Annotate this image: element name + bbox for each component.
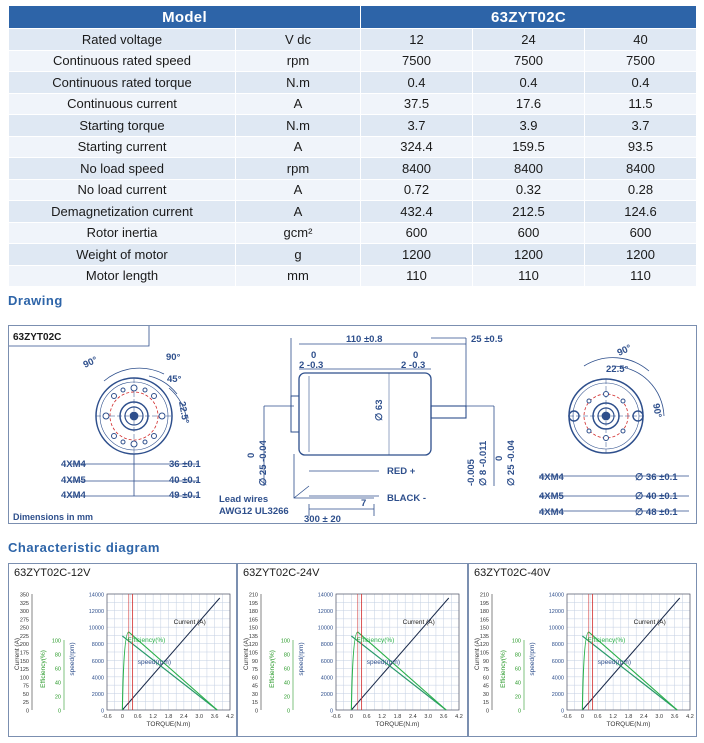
side-tol2b: 2 -0.3: [401, 360, 426, 371]
current-tick: 150: [479, 625, 489, 632]
current-tick: 105: [479, 650, 489, 657]
spec-name: Motor length: [9, 265, 236, 287]
right-hole-2: 4XM5: [539, 491, 564, 502]
spec-value: 324.4: [361, 136, 473, 158]
chart-40v: [469, 564, 698, 738]
current-tick: 210: [479, 592, 489, 599]
current-tick: 180: [248, 609, 258, 616]
current-tick: 165: [479, 617, 489, 624]
speed-tick: 8000: [320, 642, 333, 649]
current-tick: 180: [479, 609, 489, 616]
spec-unit: rpm: [236, 158, 361, 180]
spec-value: 0.72: [361, 179, 473, 201]
side-len-total: 110 ±0.8: [346, 334, 383, 345]
current-tick: 0: [254, 708, 258, 715]
x-tick: 2.4: [180, 714, 188, 720]
spec-value: 0.4: [585, 72, 697, 94]
efficiency-axis-label: Efficiency(%): [40, 650, 47, 688]
speed-tick: 10000: [548, 625, 564, 632]
right-angle-90b: 90°: [650, 402, 664, 419]
x-tick: 0: [580, 714, 584, 720]
side-black-wire: BLACK -: [387, 493, 427, 504]
x-tick: 3.6: [439, 714, 448, 720]
current-curve-label: Current (A): [173, 619, 206, 626]
chart-panel-24v: [237, 563, 468, 737]
spec-name: Continuous rated speed: [9, 50, 236, 72]
spec-name: Starting torque: [9, 115, 236, 137]
left-angle-45: 45°: [167, 374, 182, 385]
speed-tick: 12000: [548, 609, 564, 616]
spec-value: 24: [473, 29, 585, 51]
spec-row: [9, 265, 697, 287]
speed-line: [582, 636, 677, 710]
spec-value: 7500: [361, 50, 473, 72]
current-tick: 25: [22, 700, 29, 707]
spec-value: 124.6: [585, 201, 697, 223]
drawing-title: Drawing: [8, 293, 63, 308]
current-tick: 45: [251, 683, 258, 690]
current-tick: 135: [479, 633, 489, 640]
spec-value: 8400: [585, 158, 697, 180]
x-tick: 4.2: [226, 714, 234, 720]
x-tick: 1.8: [164, 714, 173, 720]
spec-row: [9, 179, 697, 201]
spec-unit: N.m: [236, 72, 361, 94]
speed-tick: 10000: [317, 625, 333, 632]
spec-name: Rotor inertia: [9, 222, 236, 244]
current-tick: 15: [482, 700, 489, 707]
x-tick: 3.0: [424, 714, 433, 720]
spec-value: 0.4: [473, 72, 585, 94]
current-tick: 45: [482, 683, 489, 690]
efficiency-tick: 60: [283, 666, 290, 673]
x-tick: 0.6: [133, 714, 142, 720]
current-tick: 50: [22, 691, 29, 698]
speed-tick: 10000: [88, 625, 104, 632]
side-dim-7: 7: [361, 498, 367, 509]
current-tick: 150: [19, 658, 29, 665]
current-tick: 175: [19, 650, 29, 657]
x-tick: 0.6: [362, 714, 371, 720]
spec-value: 0.4: [361, 72, 473, 94]
efficiency-tick: 40: [283, 680, 290, 687]
x-tick: 2.4: [409, 714, 417, 720]
spec-name: No load current: [9, 179, 236, 201]
chart-panel-12v: [8, 563, 237, 737]
spec-value: 110: [585, 265, 697, 287]
speed-tick: 4000: [91, 675, 104, 682]
current-tick: 135: [248, 633, 258, 640]
efficiency-curve-label: Efficiency(%): [356, 637, 395, 644]
speed-tick: 4000: [320, 675, 333, 682]
spec-row: [9, 115, 697, 137]
current-tick: 75: [251, 667, 258, 674]
efficiency-tick: 80: [283, 652, 290, 659]
right-dia-2: ∅ 40 ±0.1: [635, 491, 678, 502]
current-tick: 105: [248, 650, 258, 657]
side-len-shaft: 25 ±0.5: [471, 334, 503, 345]
x-tick: 1.8: [393, 714, 402, 720]
spec-value: 1200: [585, 244, 697, 266]
x-tick: -0.6: [562, 714, 572, 720]
left-hole-2: 4XM5: [61, 475, 86, 486]
speed-tick: 8000: [91, 642, 104, 649]
spec-row: [9, 29, 697, 51]
spec-unit: A: [236, 136, 361, 158]
right-dia-3: ∅ 48 ±0.1: [635, 507, 678, 518]
speed-tick: 12000: [88, 609, 104, 616]
right-hole-1: 4XM4: [539, 472, 564, 483]
current-tick: 195: [479, 600, 489, 607]
current-tick: 150: [248, 625, 258, 632]
right-hole-3: 4XM4: [539, 507, 564, 518]
side-wires-2: AWG12 UL3266: [219, 506, 289, 517]
spec-row: [9, 158, 697, 180]
chart-title-12v: 63ZYT02C-12V: [14, 567, 91, 579]
side-shaft2: ∅ 8 -0.011: [478, 440, 489, 486]
right-angle-22: 22.5°: [606, 364, 629, 375]
efficiency-axis-label: Efficiency(%): [500, 650, 507, 688]
spec-name: Continuous current: [9, 93, 236, 115]
speed-curve-label: speed(rpm): [137, 659, 171, 666]
spec-unit: rpm: [236, 50, 361, 72]
efficiency-tick: 0: [517, 708, 521, 715]
left-angle-22: 22.5°: [176, 400, 191, 425]
spec-row: [9, 72, 697, 94]
drawing-panel: [8, 325, 697, 524]
side-body-dia: ∅ 63: [374, 399, 385, 421]
x-tick: 1.8: [624, 714, 633, 720]
spec-row: [9, 93, 697, 115]
current-tick: 60: [482, 675, 489, 682]
spec-value: 0.32: [473, 179, 585, 201]
spec-value: 3.7: [361, 115, 473, 137]
speed-line: [351, 636, 446, 710]
side-tol2: 0: [413, 350, 419, 361]
spec-name: Continuous rated torque: [9, 72, 236, 94]
spec-name: Demagnetization current: [9, 201, 236, 223]
right-angle-90a: 90°: [615, 342, 634, 359]
spec-table: [8, 5, 697, 287]
spec-unit: mm: [236, 265, 361, 287]
x-tick: 3.6: [670, 714, 679, 720]
efficiency-curve-label: Efficiency(%): [127, 637, 166, 644]
efficiency-tick: 40: [514, 680, 521, 687]
spec-unit: A: [236, 93, 361, 115]
efficiency-tick: 60: [514, 666, 521, 673]
left-angle-90a: 90°: [81, 354, 100, 371]
spec-value: 110: [473, 265, 585, 287]
spec-value: 110: [361, 265, 473, 287]
current-tick: 75: [482, 667, 489, 674]
side-tol1b: 2 -0.3: [299, 360, 324, 371]
spec-value: 11.5: [585, 93, 697, 115]
x-tick: 4.2: [455, 714, 463, 720]
efficiency-tick: 20: [54, 694, 61, 701]
efficiency-tick: 60: [54, 666, 61, 673]
chart-12v: [9, 564, 238, 738]
speed-tick: 4000: [551, 675, 564, 682]
current-tick: 30: [482, 691, 489, 698]
current-tick: 30: [251, 691, 258, 698]
spec-unit: N.m: [236, 115, 361, 137]
spec-value: 0.28: [585, 179, 697, 201]
current-axis-label: Current (A): [14, 637, 21, 671]
x-tick: 0: [349, 714, 353, 720]
efficiency-curve-label: Efficiency(%): [587, 637, 626, 644]
spec-unit: V dc: [236, 29, 361, 51]
current-tick: 100: [19, 675, 29, 682]
speed-tick: 14000: [548, 592, 564, 599]
current-tick: 210: [248, 592, 258, 599]
left-hole-1: 4XM4: [61, 459, 86, 470]
speed-tick: 2000: [320, 691, 333, 698]
spec-value: 1200: [361, 244, 473, 266]
spec-name: Weight of motor: [9, 244, 236, 266]
spec-value: 432.4: [361, 201, 473, 223]
speed-tick: 12000: [317, 609, 333, 616]
x-tick: -0.6: [102, 714, 112, 720]
speed-axis-label: speed(rpm): [298, 642, 305, 676]
current-axis-label: Current (A): [243, 637, 250, 671]
efficiency-tick: 0: [286, 708, 290, 715]
spec-name: Starting current: [9, 136, 236, 158]
left-dia-3: 49 ±0.1: [169, 490, 201, 501]
side-pilot: 0: [246, 452, 257, 458]
current-tick: 165: [248, 617, 258, 624]
spec-value: 3.9: [473, 115, 585, 137]
efficiency-tick: 40: [54, 680, 61, 687]
spec-value: 37.5: [361, 93, 473, 115]
speed-tick: 2000: [91, 691, 104, 698]
side-wires-1: Lead wires: [219, 494, 269, 505]
product-header: 63ZYT02C: [361, 6, 697, 29]
spec-value: 8400: [361, 158, 473, 180]
side-dim-300: 300 ± 20: [304, 514, 341, 525]
x-tick: 3.0: [195, 714, 204, 720]
spec-unit: A: [236, 201, 361, 223]
spec-name: No load speed: [9, 158, 236, 180]
x-tick: -0.6: [331, 714, 341, 720]
speed-tick: 6000: [551, 658, 564, 665]
current-curve-label: Current (A): [633, 619, 666, 626]
current-tick: 90: [251, 658, 258, 665]
x-tick: 1.2: [609, 714, 617, 720]
current-tick: 120: [479, 642, 489, 649]
spec-value: 600: [585, 222, 697, 244]
chart-title-40v: 63ZYT02C-40V: [474, 567, 551, 579]
efficiency-tick: 0: [57, 708, 61, 715]
current-tick: 195: [248, 600, 258, 607]
x-axis-label: TORQUE(N.m): [375, 721, 420, 728]
speed-tick: 14000: [88, 592, 104, 599]
speed-tick: 0: [560, 708, 564, 715]
spec-value: 159.5: [473, 136, 585, 158]
x-tick: 1.2: [149, 714, 157, 720]
spec-value: 7500: [473, 50, 585, 72]
speed-axis-label: speed(rpm): [69, 642, 76, 676]
x-tick: 2.4: [640, 714, 648, 720]
spec-value: 7500: [585, 50, 697, 72]
x-tick: 3.6: [210, 714, 219, 720]
spec-value: 8400: [473, 158, 585, 180]
right-dia-1: ∅ 36 ±0.1: [635, 472, 678, 483]
efficiency-tick: 100: [51, 638, 61, 645]
speed-curve-label: speed(rpm): [366, 659, 400, 666]
spec-value: 3.7: [585, 115, 697, 137]
speed-tick: 2000: [551, 691, 564, 698]
current-tick: 0: [485, 708, 489, 715]
efficiency-tick: 80: [54, 652, 61, 659]
current-tick: 225: [19, 633, 29, 640]
current-tick: 60: [251, 675, 258, 682]
spec-row: [9, 201, 697, 223]
left-dia-2: 40 ±0.1: [169, 475, 201, 486]
current-tick: 250: [19, 625, 29, 632]
efficiency-tick: 100: [280, 638, 290, 645]
spec-value: 93.5: [585, 136, 697, 158]
speed-tick: 0: [100, 708, 104, 715]
side-pilot-r: 0: [494, 455, 505, 461]
model-header: Model: [9, 6, 361, 29]
x-axis-label: TORQUE(N.m): [146, 721, 191, 728]
drawing-model-label: 63ZYT02C: [13, 332, 62, 343]
speed-tick: 6000: [91, 658, 104, 665]
x-axis-label: TORQUE(N.m): [606, 721, 651, 728]
current-tick: 120: [248, 642, 258, 649]
spec-value: 12: [361, 29, 473, 51]
efficiency-tick: 20: [283, 694, 290, 701]
left-angle-90b: 90°: [166, 352, 181, 363]
spec-unit: gcm²: [236, 222, 361, 244]
spec-unit: A: [236, 179, 361, 201]
speed-tick: 6000: [320, 658, 333, 665]
x-tick: 3.0: [655, 714, 664, 720]
spec-value: 600: [361, 222, 473, 244]
spec-value: 212.5: [473, 201, 585, 223]
x-tick: 4.2: [686, 714, 694, 720]
current-tick: 0: [25, 708, 29, 715]
spec-row: [9, 136, 697, 158]
spec-value: 40: [585, 29, 697, 51]
speed-curve-label: speed(rpm): [597, 659, 631, 666]
side-pilot2: ∅ 25 -0.04: [258, 440, 269, 486]
efficiency-axis-label: Efficiency(%): [269, 650, 276, 688]
speed-tick: 0: [329, 708, 333, 715]
speed-axis-label: speed(rpm): [529, 642, 536, 676]
side-tol1: 0: [311, 350, 317, 361]
current-tick: 275: [19, 617, 29, 624]
chart-title-24v: 63ZYT02C-24V: [243, 567, 320, 579]
left-dia-1: 36 ±0.1: [169, 459, 201, 470]
spec-value: 1200: [473, 244, 585, 266]
current-tick: 125: [19, 667, 29, 674]
efficiency-tick: 100: [511, 638, 521, 645]
x-tick: 1.2: [378, 714, 386, 720]
spec-value: 600: [473, 222, 585, 244]
speed-tick: 14000: [317, 592, 333, 599]
efficiency-tick: 80: [514, 652, 521, 659]
speed-tick: 8000: [551, 642, 564, 649]
spec-name: Rated voltage: [9, 29, 236, 51]
spec-row: [9, 50, 697, 72]
side-red-wire: RED +: [387, 466, 416, 477]
spec-value: 17.6: [473, 93, 585, 115]
current-axis-label: Current (A): [474, 637, 481, 671]
efficiency-tick: 20: [514, 694, 521, 701]
dims-note: Dimensions in mm: [13, 512, 94, 522]
current-tick: 75: [22, 683, 29, 690]
current-tick: 300: [19, 609, 29, 616]
side-shaft: -0.005: [466, 459, 477, 486]
current-tick: 90: [482, 658, 489, 665]
chart-panel-40v: [468, 563, 697, 737]
current-tick: 15: [251, 700, 258, 707]
dimension-drawing: [9, 326, 698, 525]
x-tick: 0.6: [593, 714, 602, 720]
current-tick: 325: [19, 600, 29, 607]
left-hole-3: 4XM4: [61, 490, 86, 501]
x-tick: 0: [120, 714, 124, 720]
characteristic-title: Characteristic diagram: [8, 540, 160, 555]
spec-row: [9, 244, 697, 266]
current-tick: 200: [19, 642, 29, 649]
chart-24v: [238, 564, 469, 738]
spec-unit: g: [236, 244, 361, 266]
spec-row: [9, 222, 697, 244]
current-tick: 350: [19, 592, 29, 599]
speed-line: [122, 636, 217, 710]
current-curve-label: Current (A): [402, 619, 435, 626]
side-pilot-r2: ∅ 25 -0.04: [506, 440, 517, 486]
